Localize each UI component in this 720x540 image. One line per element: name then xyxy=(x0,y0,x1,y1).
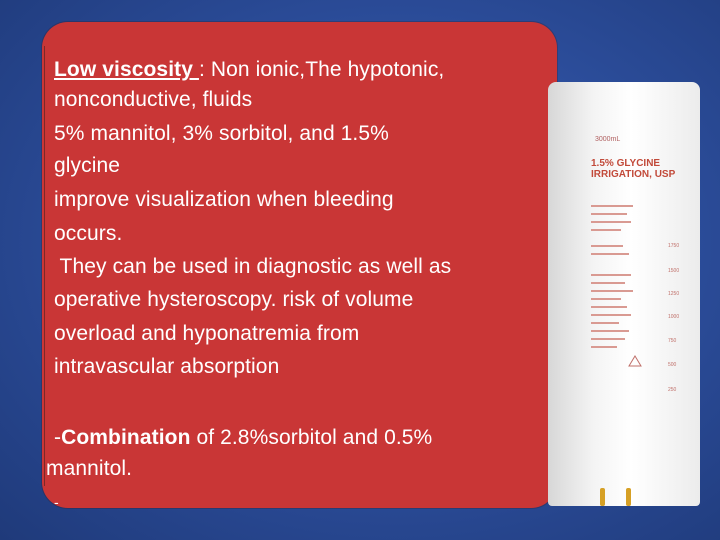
bag-scale-7: 250 xyxy=(668,387,677,393)
bag-print-line xyxy=(591,290,633,292)
bag-print-line xyxy=(591,314,631,316)
bag-title: 1.5% GLYCINE IRRIGATION, USP xyxy=(591,158,676,180)
bag-print-line xyxy=(591,221,631,223)
dash-line: - xyxy=(54,494,59,510)
bag-ports xyxy=(596,486,644,506)
bag-print-line xyxy=(591,229,621,231)
warning-icon xyxy=(628,355,642,367)
line-1-text: : Non ionic,The hypotonic, xyxy=(198,58,445,81)
line-8: operative hysteroscopy. risk of volume xyxy=(54,288,414,311)
combination-bold: Combination xyxy=(61,426,191,449)
bag-print-line xyxy=(591,298,621,300)
bag-print-line xyxy=(591,213,627,215)
bag-print-line xyxy=(591,274,631,276)
combination-line: -Combination of 2.8%sorbitol and 0.5% xyxy=(54,426,433,449)
bag-scale-4: 1000 xyxy=(668,314,680,320)
line-5: improve visualization when bleeding xyxy=(54,188,394,211)
bag-print-line xyxy=(591,322,619,324)
line-10: intravascular absorption xyxy=(54,355,280,378)
line-9: overload and hyponatremia from xyxy=(54,322,360,345)
line-4: glycine xyxy=(54,154,121,177)
heading-low-viscosity: Low viscosity xyxy=(54,58,199,81)
bag-scale-2: 1500 xyxy=(668,268,680,274)
bag-volume: 3000mL xyxy=(595,136,621,143)
card-edge-line xyxy=(44,46,45,486)
line-3: 5% mannitol, 3% sorbitol, and 1.5% xyxy=(54,122,389,145)
port-left xyxy=(600,488,605,506)
line-7: They can be used in diagnostic as well as xyxy=(54,255,452,278)
bag-print-line xyxy=(591,205,633,207)
bag-print-line xyxy=(591,306,627,308)
bag-print-line xyxy=(591,330,629,332)
bag-print-line xyxy=(591,253,629,255)
bag-print-line xyxy=(591,338,625,340)
mannitol-line: mannitol. xyxy=(46,457,133,480)
bag-scale-3: 1250 xyxy=(668,291,680,297)
bag-scale-6: 500 xyxy=(668,362,677,368)
bag-scale-5: 750 xyxy=(668,338,677,344)
bag-print-line xyxy=(591,346,617,348)
line-1 xyxy=(54,56,444,84)
port-right xyxy=(626,488,631,506)
bag-scale-1: 1750 xyxy=(668,243,680,249)
bag-print-line xyxy=(591,282,625,284)
line-6: occurs. xyxy=(54,222,123,245)
line-2: nonconductive, fluids xyxy=(54,88,253,111)
bag-print-line xyxy=(591,245,623,247)
